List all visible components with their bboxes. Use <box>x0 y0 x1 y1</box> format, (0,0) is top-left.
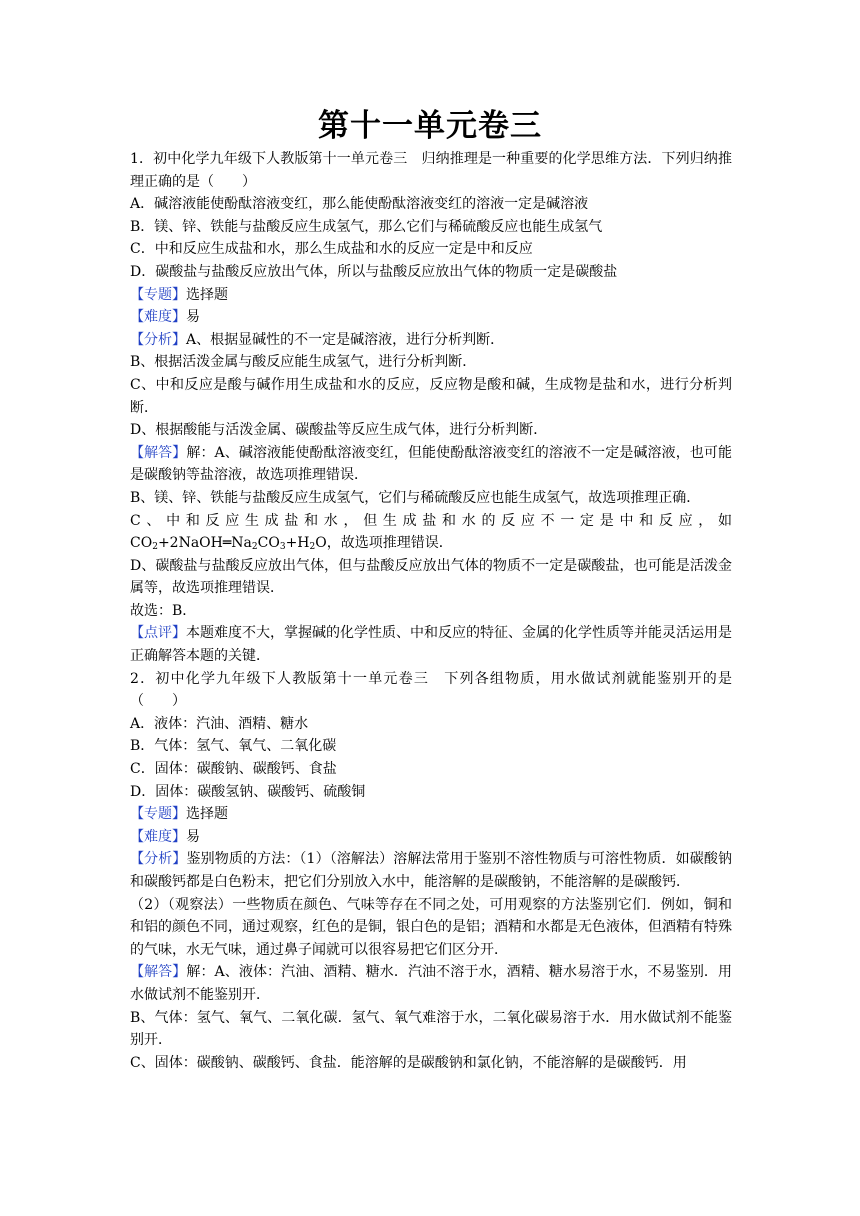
difficulty-tag: 【难度】 <box>130 828 186 845</box>
topic-value: 选择题 <box>186 806 228 823</box>
question-1-topic <box>130 284 732 307</box>
topic-tag: 【专题】 <box>130 806 186 823</box>
question-2-option-a: A．液体：汽油、酒精、糖水 <box>130 715 309 732</box>
difficulty-value: 易 <box>186 828 200 845</box>
question-2-solution-c: C、固体：碳酸钠、碳酸钙、食盐．能溶解的是碳酸钠和氯化钠，不能溶解的是碳酸钙．用 <box>130 1054 687 1071</box>
question-2-difficulty <box>130 826 732 849</box>
analysis-tag: 【分析】 <box>130 851 187 868</box>
document-body <box>130 148 732 1074</box>
question-1-option-a: A．碱溶液能使酚酞溶液变红，那么能使酚酞溶液变红的溶液一定是碱溶液 <box>130 196 589 213</box>
question-1-option-d: D．碳酸盐与盐酸反应放出气体，所以与盐酸反应放出气体的物质一定是碳酸盐 <box>130 263 618 280</box>
analysis-text: A、根据显碱性的不一定是碱溶液，进行分析判断． <box>186 331 505 348</box>
difficulty-value: 易 <box>186 309 200 326</box>
difficulty-tag: 【难度】 <box>130 309 186 326</box>
comment-text: 本题难度不大，掌握碱的化学性质、中和反应的特征、金属的化学性质等并能灵活运用是正确解答本题的关键． <box>130 625 732 665</box>
question-2-option-c: C．固体：碳酸钠、碳酸钙、食盐 <box>130 761 337 778</box>
question-2-option-d: D．固体：碳酸氢钠、碳酸钙、硫酸铜 <box>130 783 366 800</box>
question-1-comment <box>130 622 732 667</box>
formula-subscript: 3 <box>279 542 286 553</box>
comment-tag: 【点评】 <box>130 625 186 642</box>
question-2-analysis-2: （2）（观察法）一些物质在颜色、气味等存在不同之处，可用观察的方法鉴别它们．例如，铜和和铝的颜色不同，通过观察，红色的是铜，银白色的是铝；酒精和水都是无色液体，但酒精有特殊的气味，水无气味，通过鼻子闻就可以很容易把它们区分开． <box>130 896 732 958</box>
formula-text: O，故选项推理错误． <box>315 535 453 552</box>
question-1-analysis-a <box>130 329 732 352</box>
question-2-option-b: B．气体：氢气、氧气、二氧化碳 <box>130 738 337 755</box>
question-1-analysis-d: D、根据酸能与活泼金属、碳酸盐等反应生成气体，进行分析判断． <box>130 422 548 439</box>
question-2-analysis-1 <box>130 848 732 893</box>
formula-text: CO <box>130 535 153 552</box>
question-1-option-b: B．镁、锌、铁能与盐酸反应生成氢气，那么它们与稀硫酸反应也能生成氢气 <box>130 218 603 235</box>
question-2-solution-a <box>130 961 732 1006</box>
question-1-solution-c-line2 <box>130 532 732 555</box>
question-1-difficulty <box>130 306 732 329</box>
question-1-solution-d: D、碳酸盐与盐酸反应放出气体，但与盐酸反应放出气体的物质不一定是碳酸盐，也可能是活泼金属等，故选项推理错误． <box>130 557 732 597</box>
question-2-solution-b: B、气体：氢气、氧气、二氧化碳．氢气、氧气难溶于水，二氧化碳易溶于水．用水做试剂不能鉴别开． <box>130 1009 732 1049</box>
question-1-answer: 故选：B． <box>130 602 197 619</box>
formula-subscript: 2 <box>251 542 258 553</box>
formula-text: CO <box>257 535 280 552</box>
question-1-solution-b: B、镁、锌、铁能与盐酸反应生成氢气，它们与稀硫酸反应也能生成氢气，故选项推理正确． <box>130 489 701 506</box>
solution-text: 解：A、碱溶液能使酚酞溶液变红，但能使酚酞溶液变红的溶液不一定是碱溶液，也可能是碳酸钠等盐溶液，故选项推理错误． <box>130 444 733 484</box>
solution-tag: 【解答】 <box>130 444 187 461</box>
page-title: 第十一单元卷三 <box>318 108 542 144</box>
solution-tag: 【解答】 <box>130 964 187 981</box>
analysis-tag: 【分析】 <box>130 331 186 348</box>
question-1-solution-a <box>130 442 732 487</box>
analysis-text: 鉴别物质的方法：（1）（溶解法）溶解法常用于鉴别不溶性物质与可溶性物质．如碳酸钠和碳酸钙都是白色粉末，把它们分别放入水中，能溶解的是碳酸钠，不能溶解的是碳酸钙． <box>130 851 733 890</box>
question-2-stem: 2．初中化学九年级下人教版第十一单元卷三 下列各组物质，用水做试剂就能鉴别开的是（ ） <box>130 670 732 710</box>
formula-subscript: 2 <box>152 542 158 553</box>
question-1-option-c: C．中和反应生成盐和水，那么生成盐和水的反应一定是中和反应 <box>130 241 533 258</box>
formula-text: +H <box>285 535 310 552</box>
question-1-analysis-c: C、中和反应是酸与碱作用生成盐和水的反应，反应物是酸和碱，生成物是盐和水，进行分析判断． <box>130 376 732 416</box>
question-2-topic <box>130 803 732 826</box>
topic-tag: 【专题】 <box>130 286 186 303</box>
topic-value: 选择题 <box>186 286 228 303</box>
formula-subscript: 2 <box>309 542 316 553</box>
question-1-solution-c-line1: C、中和反应生成盐和水，但生成盐和水的反应不一定是中和反应，如 <box>130 512 732 529</box>
question-1-stem: 1．初中化学九年级下人教版第十一单元卷三 归纳推理是一种重要的化学思维方法．下列归纳推理正确的是（ ） <box>130 151 732 190</box>
solution-text: 解：A、液体：汽油、酒精、糖水．汽油不溶于水，酒精、糖水易溶于水，不易鉴别．用水做试剂不能鉴别开． <box>130 964 733 1003</box>
formula-text: +2NaOH═Na <box>157 535 252 552</box>
question-1-analysis-b: B、根据活泼金属与酸反应能生成氢气，进行分析判断． <box>130 354 477 371</box>
